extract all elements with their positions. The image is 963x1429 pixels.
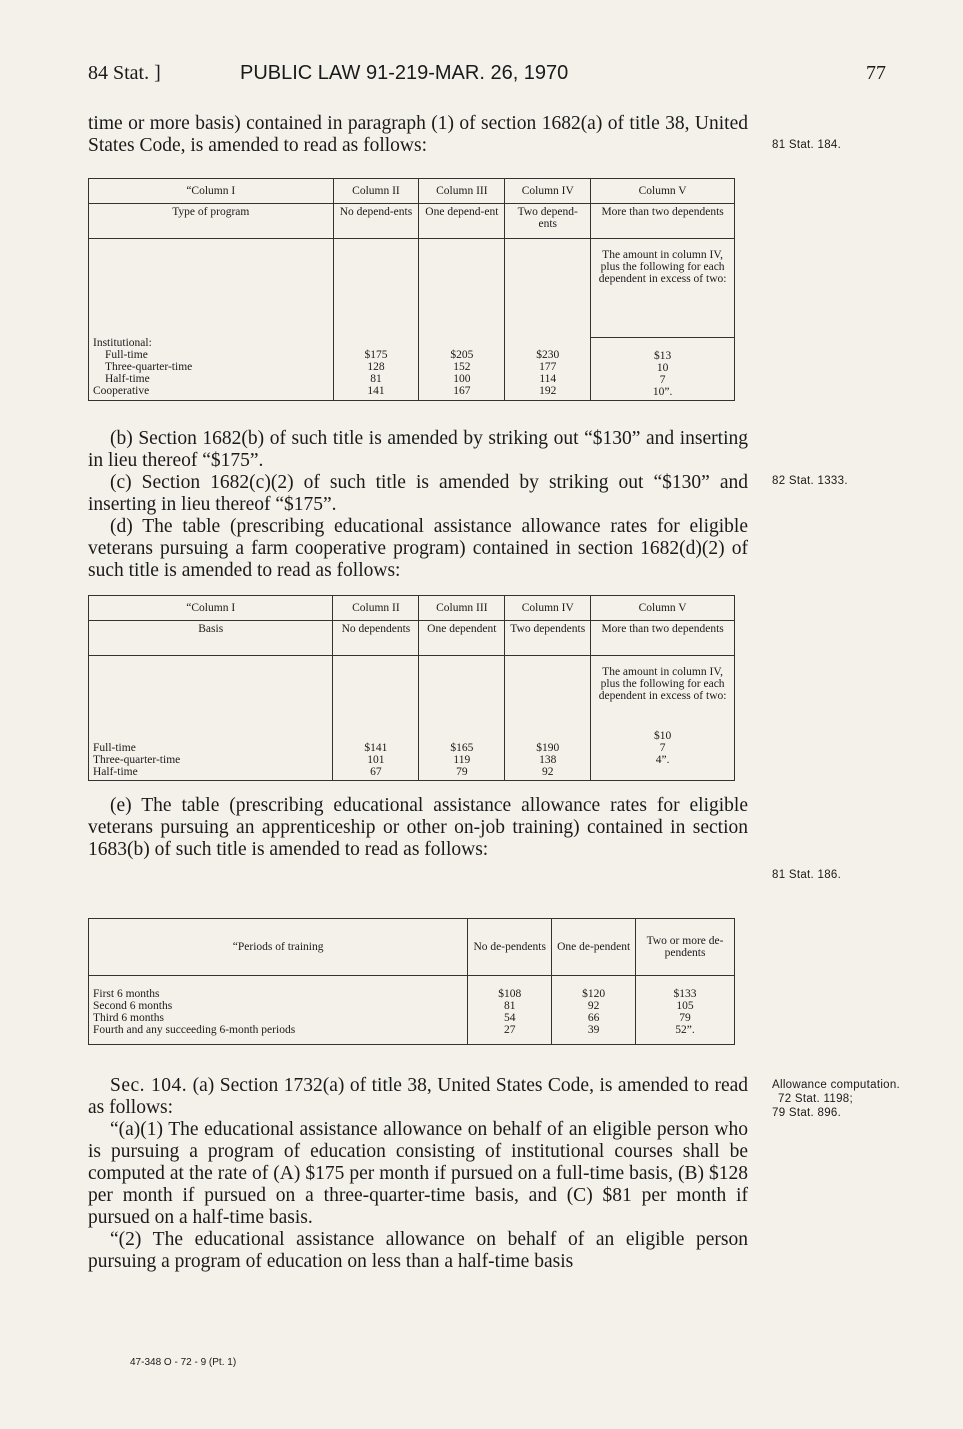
cell: $133: [673, 988, 697, 1000]
column-3-values: [419, 656, 505, 781]
cell: 27: [503, 1024, 516, 1036]
cell: 10: [656, 362, 669, 374]
column-3-values: [419, 239, 505, 401]
column-4-values: [505, 656, 591, 781]
row-label: Three-quarter-time: [93, 754, 181, 766]
cell: 138: [539, 754, 557, 766]
row-label: Cooperative: [93, 385, 150, 397]
amendment-paragraphs-b-d: [88, 428, 748, 582]
column-header: One de-pendent: [552, 919, 636, 976]
subheader: Basis: [89, 621, 333, 656]
subheader: Two dependents: [505, 621, 591, 656]
margin-note-title: Allowance computation.: [772, 1079, 901, 1091]
cell: 52”.: [675, 1024, 695, 1036]
column-header: Column III: [419, 596, 505, 621]
margin-note-ref: 79 Stat. 896.: [772, 1107, 842, 1119]
subheader: No dependents: [333, 621, 419, 656]
subheader: No depend-ents: [333, 204, 419, 239]
on-job-training-rates-table: [88, 918, 735, 1045]
section-104-text: (a) Section 1732(a) of title 38, United States Code, is amended to read as follows:: [88, 1075, 749, 1118]
row-label: First 6 months: [93, 988, 160, 1000]
column-header: Column II: [333, 596, 419, 621]
row-label: Third 6 months: [93, 1012, 164, 1024]
subheader: One dependent: [419, 621, 505, 656]
paragraph-b: (b) Section 1682(b) of such title is amended by striking out “$130” and inserting in lieu thereof “$175”.: [88, 428, 748, 471]
column-4-values: [636, 976, 735, 1045]
column-4-values: [505, 239, 591, 401]
cell: 54: [503, 1012, 516, 1024]
paragraph-d: (d) The table (prescribing educational assistance allowance rates for eligible veterans pursuing a farm cooperative program) contained in section 1682(d)(2) of such title is amended to read as follows:: [88, 516, 748, 581]
section-104-paragraph-1: “(a)(1) The educational assistance allowance on behalf of an eligible person who is pursuing a program of education consisting of institutional courses shall be computed at the rate of (A) $175 per month if pursued on a full-time basis, (B) $128 per month if pursued on a three-quarter-time basis, and (C) $81 per month if pursued on a half-time basis.: [88, 1119, 748, 1228]
cell: 101: [367, 754, 385, 766]
page-number: 77: [866, 62, 886, 84]
margin-note-ref: 72 Stat. 1198;: [778, 1093, 853, 1105]
row-label: Three-quarter-time: [105, 361, 193, 373]
cell: 167: [453, 385, 471, 397]
cell: 67: [370, 766, 382, 778]
column-header: No de-pendents: [468, 919, 552, 976]
cell: $205: [450, 349, 474, 361]
margin-note-82-stat-1333: 82 Stat. 1333.: [772, 475, 848, 487]
margin-note-allowance-computation: [772, 1078, 932, 1120]
section-104-intro: [88, 1075, 748, 1119]
cell: 39: [587, 1024, 600, 1036]
column-header: Column IV: [505, 179, 591, 204]
column-5-note: The amount in column IV, plus the following for each dependent in excess of two:: [591, 249, 734, 338]
column-5-values: [591, 656, 735, 781]
cell: 100: [453, 373, 471, 385]
column-2-values: [333, 656, 419, 781]
cell: 152: [453, 361, 471, 373]
cell: $165: [450, 742, 474, 754]
subheader: Type of program: [89, 204, 334, 239]
row-label: Full-time: [93, 742, 136, 754]
column-3-values: [552, 976, 636, 1045]
column-header: Column V: [591, 179, 735, 204]
subheader: One depend-ent: [419, 204, 505, 239]
column-header: Column IV: [505, 596, 591, 621]
intro-paragraph: time or more basis) contained in paragraph (1) of section 1682(a) of title 38, United States Code, is amended to read as follows:: [88, 113, 748, 156]
cell: 7: [659, 742, 666, 754]
subheader: More than two dependents: [591, 204, 735, 239]
cell: 92: [541, 766, 554, 778]
cell: $230: [536, 349, 560, 361]
section-104-paragraph-2: “(2) The educational assistance allowance on behalf of an eligible person pursuing a program of education on less than a half-time basis: [88, 1229, 748, 1272]
cell: 81: [370, 373, 382, 385]
institutional-rates-table: [88, 178, 735, 401]
paragraph-c: (c) Section 1682(c)(2) of such title is amended by striking out “$130” and inserting in lieu thereof “$175”.: [88, 472, 748, 515]
cell: 114: [539, 373, 557, 385]
cell: 192: [539, 385, 557, 397]
column-header: “Periods of training: [89, 919, 468, 976]
cell: 141: [367, 385, 385, 397]
column-header: Column II: [333, 179, 419, 204]
statute-reference: 84 Stat. ]: [88, 62, 161, 84]
cell: $10: [653, 730, 672, 742]
cell: $108: [498, 988, 522, 1000]
column-header: “Column I: [89, 179, 334, 204]
row-labels: [89, 239, 334, 401]
row-label: Second 6 months: [93, 1000, 173, 1012]
column-2-values: [333, 239, 419, 401]
column-header: “Column I: [89, 596, 333, 621]
cell: 4”.: [655, 754, 670, 766]
cell: $175: [364, 349, 388, 361]
cell: 119: [453, 754, 471, 766]
row-label: Full-time: [105, 349, 148, 361]
column-5-note: The amount in column IV, plus the following for each dependent in excess of two:: [598, 666, 727, 702]
group-label: Institutional:: [93, 337, 152, 349]
cell: $120: [582, 988, 606, 1000]
amendment-paragraph-e: (e) The table (prescribing educational assistance allowance rates for eligible veterans pursuing an apprenticeship or other on-job training) contained in section 1683(b) of such title is amended to read as follows:: [88, 795, 748, 860]
margin-note-81-stat-186: 81 Stat. 186.: [772, 869, 842, 881]
row-labels: [89, 656, 333, 781]
column-header: Column III: [419, 179, 505, 204]
row-label: Half-time: [105, 373, 150, 385]
cell: $13: [653, 350, 672, 362]
subheader: More than two dependents: [591, 621, 735, 656]
cell: 92: [587, 1000, 600, 1012]
column-header: Two or more de-pendents: [636, 919, 735, 976]
cell: $190: [536, 742, 560, 754]
row-labels: [89, 976, 468, 1045]
public-law-title: PUBLIC LAW 91-219-MAR. 26, 1970: [240, 62, 569, 84]
farm-cooperative-rates-table: [88, 595, 735, 781]
cell: 128: [367, 361, 385, 373]
cell: 81: [503, 1000, 516, 1012]
section-104: [88, 1075, 748, 1273]
cell: 10”.: [652, 386, 673, 398]
cell: $141: [364, 742, 388, 754]
cell: 105: [676, 1000, 694, 1012]
row-label: Fourth and any succeeding 6-month periods: [93, 1024, 296, 1036]
column-2-values: [468, 976, 552, 1045]
margin-note-81-stat-184: 81 Stat. 184.: [772, 139, 842, 151]
cell: 66: [587, 1012, 600, 1024]
cell: 79: [456, 766, 468, 778]
cell: 79: [679, 1012, 691, 1024]
column-header: Column V: [591, 596, 735, 621]
row-label: Half-time: [93, 766, 138, 778]
subheader: Two depend-ents: [505, 204, 591, 239]
cell: 177: [539, 361, 557, 373]
print-code: 47-348 O - 72 - 9 (Pt. 1): [130, 1357, 237, 1368]
cell: 7: [659, 374, 666, 386]
section-label: Sec. 104.: [110, 1075, 188, 1096]
column-5-values: [591, 239, 735, 401]
